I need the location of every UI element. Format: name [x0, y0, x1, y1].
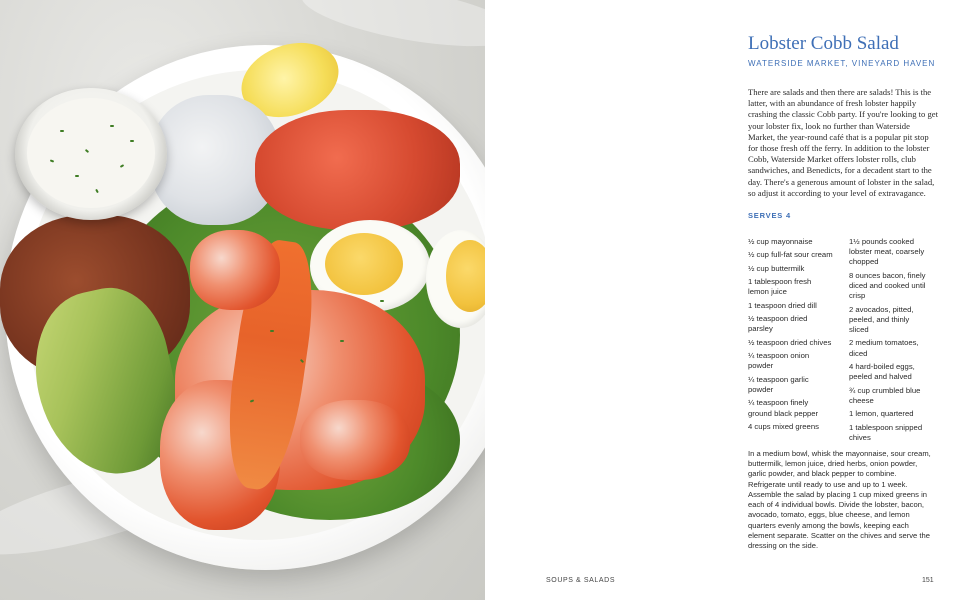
recipe-title: Lobster Cobb Salad [748, 33, 899, 54]
recipe-subtitle: WATERSIDE MARKET, VINEYARD HAVEN [748, 59, 936, 68]
ingredient-item: ½ cup full-fat sour cream [748, 250, 833, 260]
ingredient-item: ½ cup mayonnaise [748, 237, 813, 246]
recipe-page [485, 0, 970, 600]
method-step: Assemble the salad by placing 1 cup mixed greens in each of 4 individual bowls. Divide the lobster, bacon, avocado, tomato, eggs, blue cheese, and lemon quarters evenly among the bowls, keeping each element separate. Scatter on the chives and serve the dressing on the side. [748, 490, 930, 551]
diced-tomatoes [255, 110, 460, 230]
serves-label: SERVES 4 [748, 211, 791, 220]
ingredient-item: ¼ teaspoon finely ground black pepper [748, 398, 819, 418]
ingredient-item: 1 lemon, quartered [849, 409, 914, 419]
recipe-intro: There are salads and then there are salads! This is the latter, with an abundance of fresh lobster happily crashing the classic Cobb party. If you're looking to get your lobster fix, look no further than Waterside Market, the year-round café that is a popular pit stop for those fresh off the ferry. In addition to the lobster Cobb, Waterside Market offers lobster rolls, club sandwiches, and Benedicts, for a decadent start to the day. There's a generous amount of lobster in the salad, so adjust it according to your level of extravagance. [748, 87, 939, 198]
ingredient-item: ½ teaspoon dried chives [748, 337, 832, 347]
ingredient-item: ¼ teaspoon garlic powder [748, 374, 809, 394]
ingredient-item: 1 tablespoon snipped chives [849, 422, 923, 442]
page-number: 151 [922, 577, 934, 584]
ingredient-item: 1 tablespoon fresh lemon juice [748, 277, 812, 297]
ingredient-item: 1½ pounds cooked lobster meat, coarsely chopped [849, 237, 925, 267]
ingredients-list-left [748, 237, 833, 435]
ingredients-list-right [849, 237, 929, 446]
footer-section-title: SOUPS & SALADS [546, 577, 616, 584]
ingredient-item: ½ cup buttermilk [748, 263, 805, 273]
ingredient-item: 2 avocados, pitted, peeled, and thinly sliced [849, 304, 914, 334]
ingredient-item: ¾ cup crumbled blue cheese [849, 385, 921, 405]
ingredient-item: 1 teaspoon dried dill [748, 300, 817, 310]
ingredient-item: 4 hard-boiled eggs, peeled and halved [849, 361, 915, 382]
method-step: In a medium bowl, whisk the mayonnaise, sour cream, buttermilk, lemon juice, dried herbs, onion powder, garlic powder, and black pepper to combine. Refrigerate until ready to use and up to 1 week. [748, 449, 931, 489]
ingredient-item: 4 cups mixed greens [748, 421, 819, 431]
ingredient-item: 8 ounces bacon, finely diced and cooked until crisp [849, 270, 926, 301]
ingredient-item: 2 medium tomatoes, diced [849, 338, 919, 358]
ranch-dressing [27, 98, 155, 208]
ingredient-item: ½ teaspoon dried parsley [748, 314, 808, 334]
ingredient-item: ¼ teaspoon onion powder [748, 351, 810, 371]
